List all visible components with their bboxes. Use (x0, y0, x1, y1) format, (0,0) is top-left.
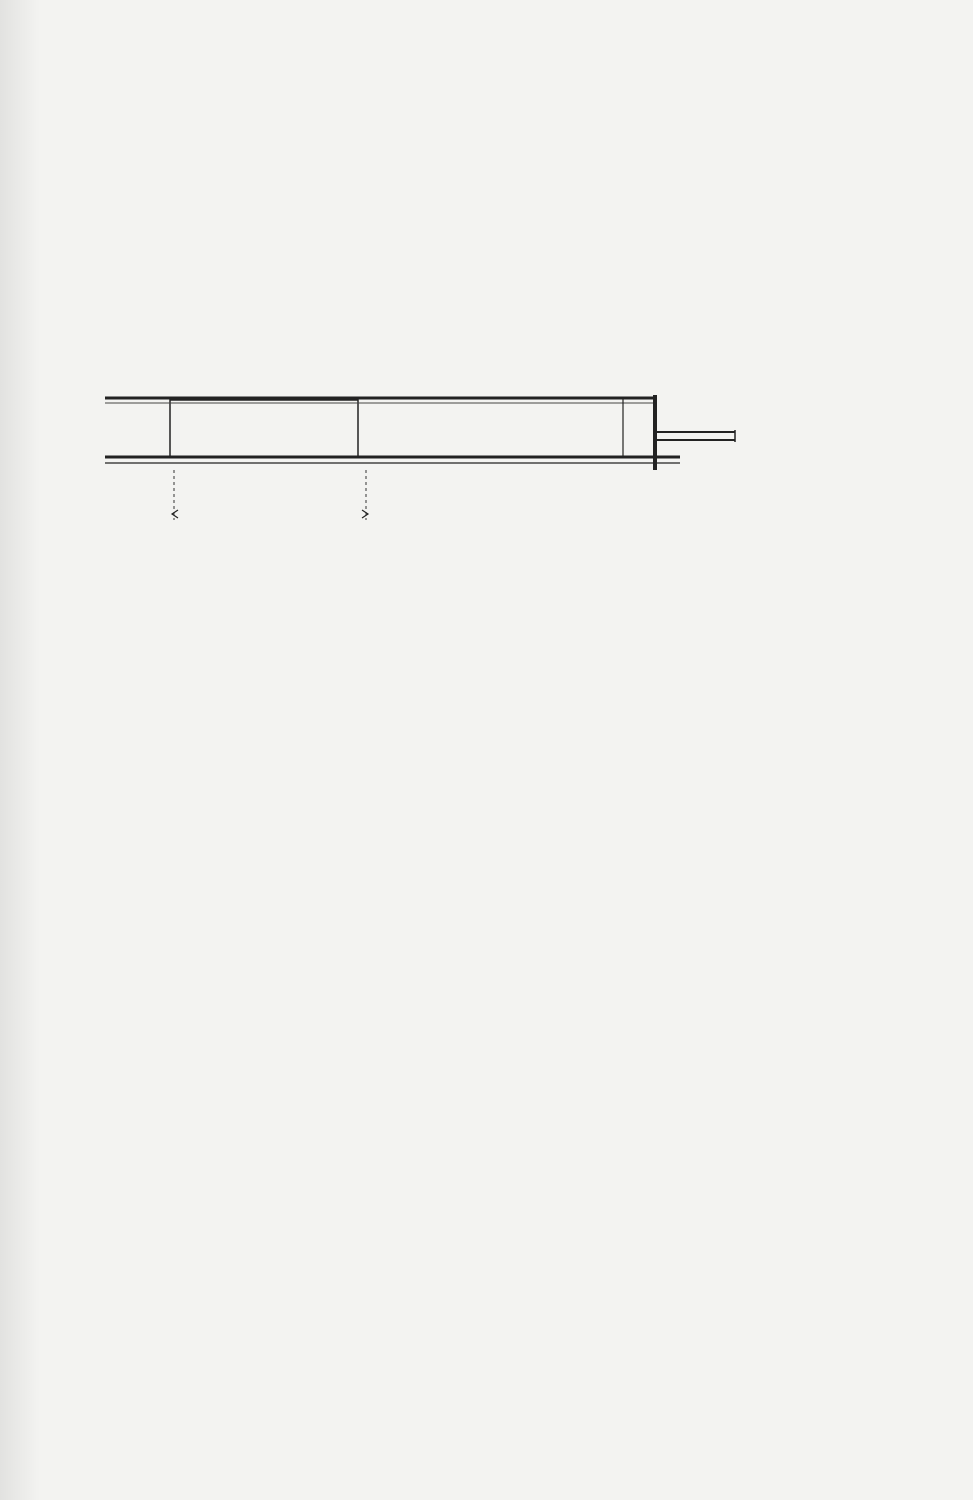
wave-arrow-left (172, 510, 178, 518)
figure-9-tube-diagram (100, 380, 780, 530)
wave-arrow-right (362, 510, 368, 518)
piston-head (653, 395, 657, 470)
compressed-region (170, 400, 358, 457)
page-shadow (0, 0, 40, 1500)
